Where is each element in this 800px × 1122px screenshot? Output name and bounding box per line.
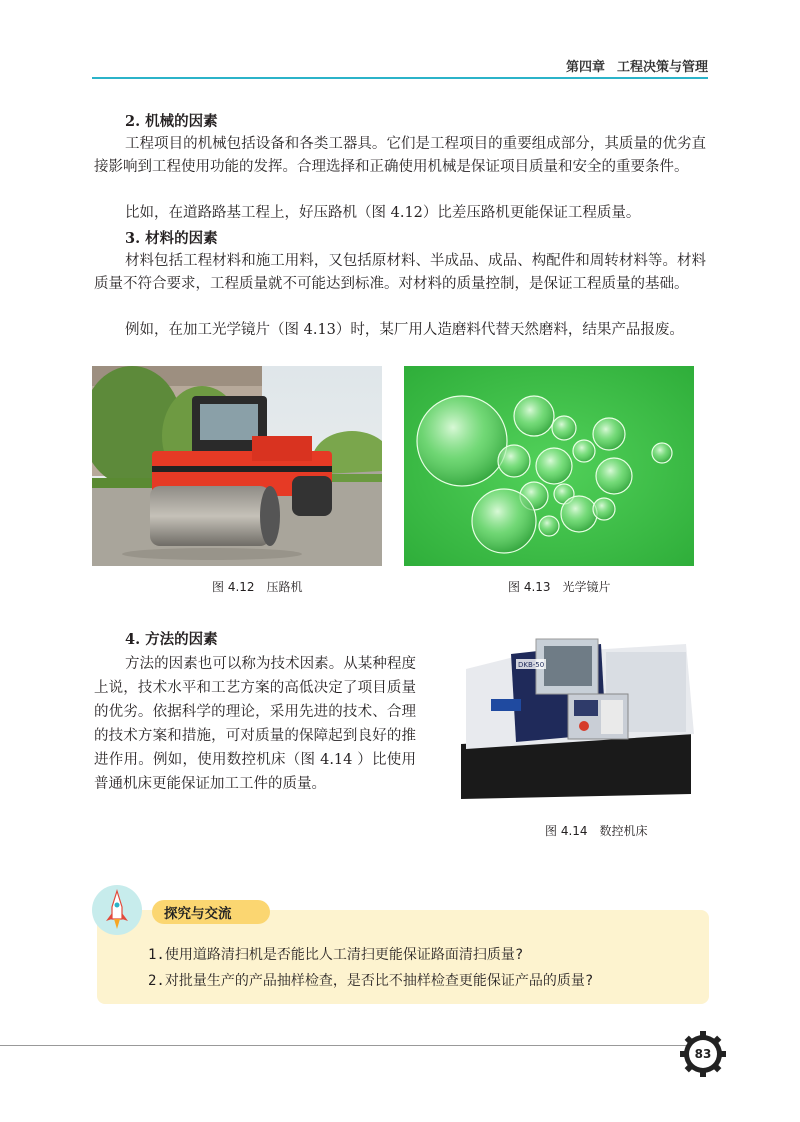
paragraph-machinery-1: 工程项目的机械包括设备和各类工器具。它们是工程项目的重要组成部分，其质量的优劣直接影响到工程使用功能的发挥。合理选择和正确使用机械是保证项目质量和安全的重要条件。 <box>94 136 706 175</box>
optical-lenses-photo <box>404 366 694 566</box>
cnc-machine-photo <box>456 624 696 814</box>
section-heading-machinery: 2. 机械的因素 <box>125 113 218 130</box>
explore-discuss-title: 探究与交流 <box>152 900 270 924</box>
running-header <box>566 56 708 75</box>
chapter-title: 工程决策与管理 <box>616 60 708 75</box>
rocket-badge <box>92 885 142 935</box>
page-number: 83 <box>694 1047 712 1061</box>
chapter-number: 第四章 <box>565 60 605 75</box>
section-heading-method: 4. 方法的因素 <box>125 631 218 648</box>
road-roller-photo <box>92 366 382 566</box>
figure-caption-4-14: 图 4.14 数控机床 <box>545 824 648 838</box>
paragraph-materials-1: 材料包括工程材料和施工用料，又包括原材料、半成品、成品、构配件和周转材料等。材料质量不符合要求，工程质量就不可能达到标准。对材料的质量控制，是保证工程质量的基础。 <box>94 253 706 292</box>
paragraph-materials-2: 例如，在加工光学镜片（图 4.13）时，某厂用人造磨料代替天然磨料，结果产品报废。 <box>125 322 684 338</box>
figure-caption-4-13: 图 4.13 光学镜片 <box>508 580 611 594</box>
explore-question-1: 1.使用道路清扫机是否能比人工清扫更能保证路面清扫质量? <box>148 947 524 963</box>
explore-question-2: 2.对批量生产的产品抽样检查，是否比不抽样检查更能保证产品的质量? <box>148 973 594 989</box>
section-heading-materials: 3. 材料的因素 <box>125 230 218 247</box>
footer-rule <box>0 1045 690 1046</box>
header-rule <box>92 77 708 79</box>
cnc-model-label: DKB-50 <box>518 661 545 669</box>
paragraph-method-1: 方法的因素也可以称为技术因素。从某种程度上说，技术水平和工艺方案的高低决定了项目质量的优劣。依据科学的理论，采用先进的技术、合理的技术方案和措施，可对质量的保障起到良好的推进作用。例如，使用数控机床（图 4.14 ）比使用普通机床更能保证加工工件的质量。 <box>94 656 416 792</box>
rocket-icon <box>92 885 142 935</box>
figure-caption-4-12: 图 4.12 压路机 <box>212 580 303 594</box>
paragraph-machinery-2: 比如，在道路路基工程上，好压路机（图 4.12）比差压路机更能保证工程质量。 <box>125 205 641 221</box>
